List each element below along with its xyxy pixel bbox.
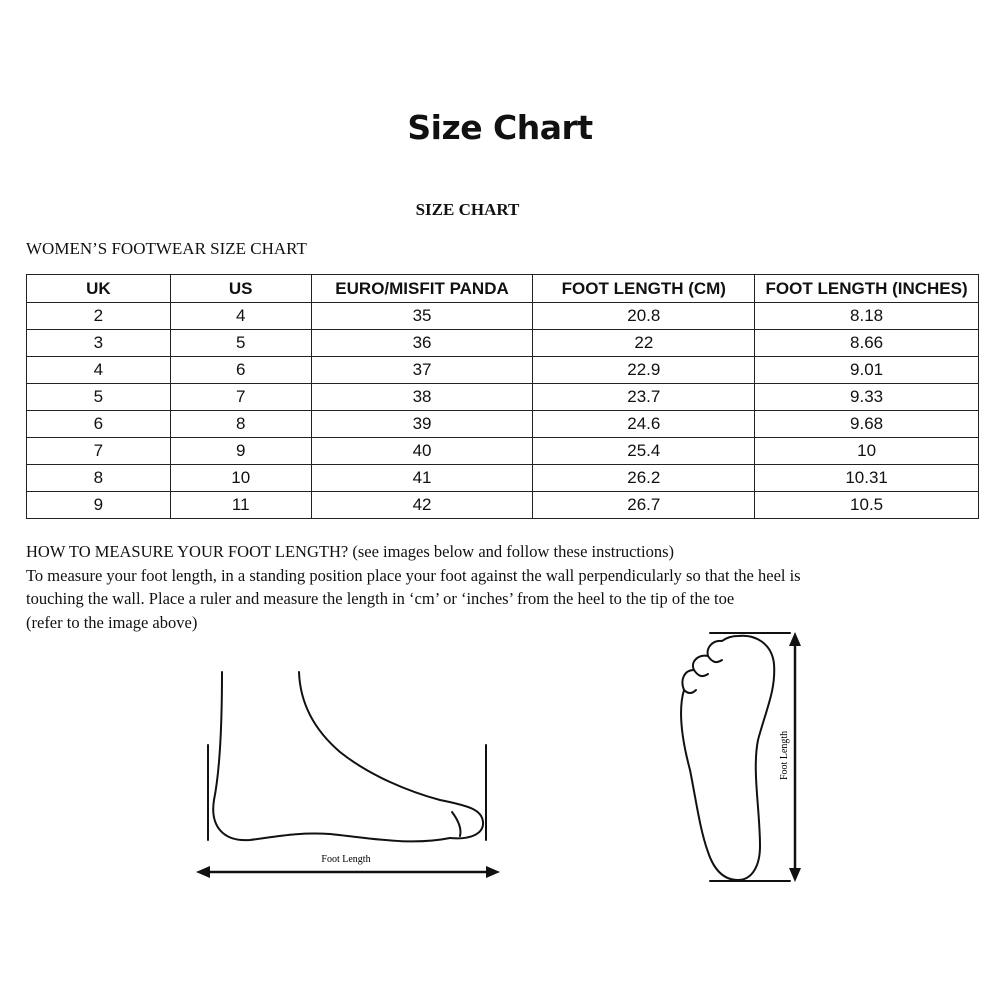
cell-euro: 41 xyxy=(311,465,533,492)
top-foot-length-label: Foot Length xyxy=(779,730,790,780)
instructions-line: To measure your foot length, in a standing position place your foot against the wall perpendicularly so that the heel is xyxy=(26,565,801,585)
toe-detail xyxy=(684,690,696,693)
cell-euro: 37 xyxy=(311,357,533,384)
cell-us: 9 xyxy=(170,438,311,465)
cell-uk: 5 xyxy=(27,384,171,411)
header-us: US xyxy=(170,275,311,303)
cell-euro: 39 xyxy=(311,411,533,438)
cell-uk: 8 xyxy=(27,465,171,492)
header-euro: EURO/MISFIT PANDA xyxy=(311,275,533,303)
cell-us: 7 xyxy=(170,384,311,411)
cell-us: 5 xyxy=(170,330,311,357)
cell-uk: 9 xyxy=(27,492,171,519)
cell-inches: 9.33 xyxy=(755,384,979,411)
cell-uk: 3 xyxy=(27,330,171,357)
instructions-line: touching the wall. Place a ruler and measure the length in ‘cm’ or ‘inches’ from the heel to the tip of the toe xyxy=(26,589,735,608)
cell-us: 11 xyxy=(170,492,311,519)
cell-uk: 7 xyxy=(27,438,171,465)
cell-inches: 8.66 xyxy=(755,330,979,357)
cell-inches: 9.01 xyxy=(755,357,979,384)
cell-cm: 26.2 xyxy=(533,465,755,492)
cell-cm: 20.8 xyxy=(533,303,755,330)
cell-inches: 10.31 xyxy=(755,465,979,492)
cell-inches: 10 xyxy=(755,438,979,465)
page-title: Size Chart xyxy=(407,108,593,147)
cell-uk: 2 xyxy=(27,303,171,330)
arrow-top-head xyxy=(789,632,801,646)
cell-us: 8 xyxy=(170,411,311,438)
cell-cm: 22.9 xyxy=(533,357,755,384)
cell-cm: 24.6 xyxy=(533,411,755,438)
cell-euro: 40 xyxy=(311,438,533,465)
cell-cm: 25.4 xyxy=(533,438,755,465)
cell-us: 4 xyxy=(170,303,311,330)
chart-subtitle: SIZE CHART xyxy=(415,200,520,219)
arrow-bottom-head xyxy=(789,868,801,882)
header-foot-length-cm: FOOT LENGTH (CM) xyxy=(533,275,755,303)
cell-cm: 22 xyxy=(533,330,755,357)
cell-euro: 35 xyxy=(311,303,533,330)
side-foot-length-label: Foot Length xyxy=(321,854,371,865)
instructions-heading: HOW TO MEASURE YOUR FOOT LENGTH? (see images below and follow these instructions) xyxy=(26,542,675,561)
instructions-line: (refer to the image above) xyxy=(26,612,198,632)
cell-euro: 36 xyxy=(311,330,533,357)
cell-inches: 8.18 xyxy=(755,303,979,330)
cell-cm: 23.7 xyxy=(533,384,755,411)
cell-us: 6 xyxy=(170,357,311,384)
toe-detail xyxy=(694,670,708,676)
toe-detail xyxy=(708,656,722,662)
section-label: WOMEN’S FOOTWEAR SIZE CHART xyxy=(26,239,307,258)
cell-inches: 10.5 xyxy=(755,492,979,519)
header-foot-length-inches: FOOT LENGTH (INCHES) xyxy=(755,275,979,303)
cell-cm: 26.7 xyxy=(533,492,755,519)
cell-euro: 38 xyxy=(311,384,533,411)
cell-us: 10 xyxy=(170,465,311,492)
cell-euro: 42 xyxy=(311,492,533,519)
header-uk: UK xyxy=(27,275,171,303)
cell-inches: 9.68 xyxy=(755,411,979,438)
cell-uk: 6 xyxy=(27,411,171,438)
cell-uk: 4 xyxy=(27,357,171,384)
